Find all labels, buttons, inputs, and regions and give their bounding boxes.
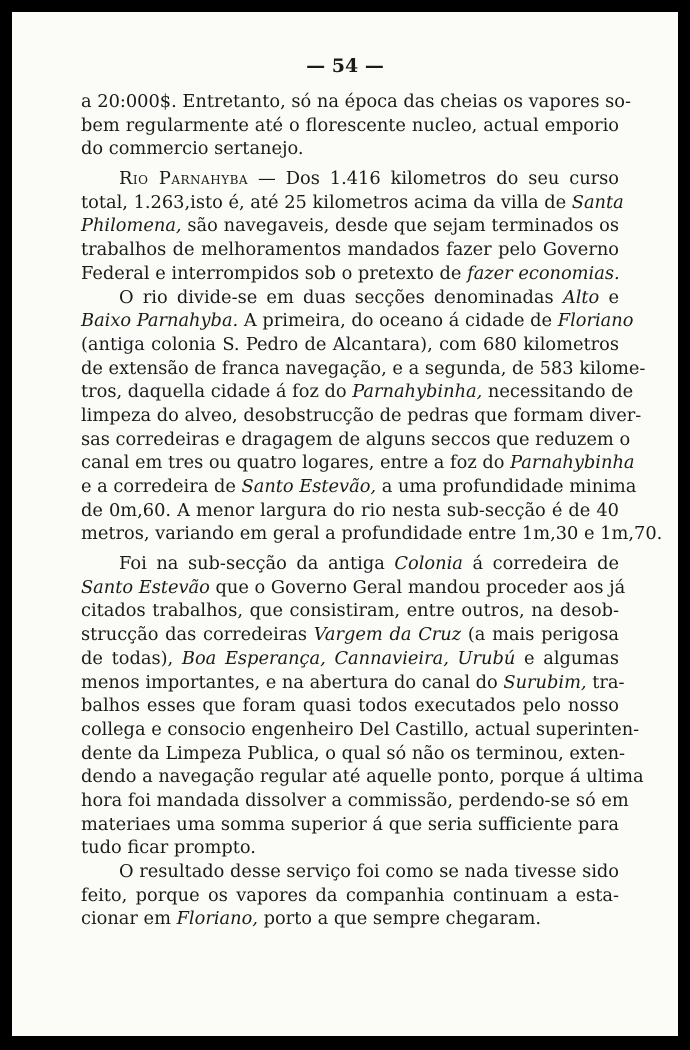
text-line xyxy=(81,214,619,238)
text-line xyxy=(81,694,619,718)
text-line xyxy=(81,499,619,523)
text-run: materiaes uma somma superior á que seria sufficiente para xyxy=(81,813,619,835)
text-line xyxy=(81,475,637,499)
text-run: de 0m,60. A menor largura do rio nesta sub-secção é de 40 xyxy=(81,499,619,521)
text-run: que o Governo Geral mandou proceder aos já xyxy=(209,576,626,598)
text-run: citados trabalhos, que consistiram, entre outros, na desob- xyxy=(81,600,619,622)
text-run: tra- xyxy=(586,671,625,693)
page-number: — 54 — xyxy=(306,55,384,77)
text-line xyxy=(81,428,631,452)
text-line xyxy=(81,907,619,931)
text-run: metros, variando em geral a profundidade entre 1m,30 e 1m,70. xyxy=(81,523,663,545)
text-line xyxy=(81,262,619,286)
text-run: (a mais perigosa xyxy=(461,624,619,646)
paragraph xyxy=(81,860,619,931)
italic-run: Surubim, xyxy=(503,671,587,693)
italic-run: Philomena, xyxy=(81,215,182,237)
text-line xyxy=(81,576,626,600)
text-run: dente da Limpeza Publica, o qual só não os terminou, exten- xyxy=(81,742,626,764)
text-line xyxy=(81,286,619,310)
italic-run: Parnahybinha, xyxy=(352,381,483,403)
text-run: strucção das corredeiras xyxy=(81,624,314,646)
text-run: feito, porque os vapores da companhia continuam a esta- xyxy=(81,884,619,906)
text-run: hora foi mandada dissolver a commissão, perdendo-se só em xyxy=(81,789,629,811)
page-text xyxy=(81,90,663,931)
text-run: do commercio sertanejo. xyxy=(81,138,304,160)
text-line xyxy=(81,137,619,161)
text-run: limpeza do alveo, desobstrucção de pedras que formam diver- xyxy=(81,404,642,426)
text-line xyxy=(81,114,619,138)
text-line xyxy=(81,380,634,404)
text-line xyxy=(81,765,644,789)
text-run: canal em tres ou quatro logares, entre a foz do xyxy=(81,452,511,474)
italic-run: fazer economias. xyxy=(467,262,620,284)
text-line xyxy=(81,599,619,623)
paragraph xyxy=(81,552,644,860)
text-line xyxy=(81,522,663,546)
italic-run: Floriano xyxy=(557,310,634,332)
text-line xyxy=(81,191,624,215)
italic-run: Santa xyxy=(571,191,624,213)
text-run: e xyxy=(599,286,619,308)
text-run: O rio divide-se em duas secções denominadas xyxy=(119,286,563,308)
text-run: porto a que sempre chegaram. xyxy=(257,908,542,930)
italic-run: Vargem da Cruz xyxy=(313,624,462,646)
text-line xyxy=(81,167,619,191)
italic-run: Baixo Parnahyba. xyxy=(81,310,239,332)
text-run: e algumas xyxy=(515,647,619,669)
italic-run: Alto xyxy=(562,286,600,308)
text-run: menos importantes, e na abertura do canal do xyxy=(81,671,504,693)
text-line xyxy=(81,238,619,262)
italic-run: Parnahybinha xyxy=(510,452,635,474)
text-line xyxy=(81,552,619,576)
text-line xyxy=(81,309,634,333)
text-line xyxy=(81,451,635,475)
text-line xyxy=(81,90,632,114)
text-line xyxy=(81,860,619,884)
text-line xyxy=(81,789,629,813)
text-line xyxy=(81,813,619,837)
italic-run: Colonia xyxy=(394,553,463,575)
text-run: tudo ficar prompto. xyxy=(81,837,256,859)
text-run: e a corredeira de xyxy=(81,476,242,497)
italic-run: Santo Estevão xyxy=(81,576,210,598)
text-run: A primeira, do oceano á cidade de xyxy=(238,310,558,332)
text-line xyxy=(81,742,626,766)
text-line xyxy=(81,623,619,647)
text-line xyxy=(81,718,640,742)
paragraph xyxy=(81,286,663,547)
text-run: a uma profundidade minima xyxy=(376,476,637,497)
text-run: a 20:000$. Entretanto, só na época das cheias os vapores so- xyxy=(81,91,632,112)
text-run: necessitando de xyxy=(482,381,634,403)
italic-run: Boa Esperança, Cannavieira, Urubú xyxy=(181,647,516,669)
paragraph xyxy=(81,167,624,285)
text-run: de todas), xyxy=(81,647,182,669)
text-run: trabalhos de melhoramentos mandados fazer pelo Governo xyxy=(81,239,619,261)
text-run: Foi na sub-secção da antiga xyxy=(119,553,395,575)
section-heading: Rio Parnahyba xyxy=(119,168,249,190)
book-page xyxy=(12,12,678,1036)
text-line xyxy=(81,836,619,860)
text-run: sas corredeiras e dragagem de alguns seccos que reduzem o xyxy=(81,428,631,450)
text-run: total, 1.263,isto é, até 25 kilometros acima da villa de xyxy=(81,191,572,213)
italic-run: Santo Estevão, xyxy=(241,476,377,497)
text-run: collega e consocio engenheiro Del Castillo, actual superinten- xyxy=(81,718,640,740)
text-line xyxy=(81,884,619,908)
text-run: (antiga colonia S. Pedro de Alcantara), com 680 kilometros xyxy=(81,333,619,355)
text-run: dendo a navegação regular até aquelle ponto, porque á ultima xyxy=(81,766,644,788)
text-line xyxy=(81,671,625,695)
text-run: bem regularmente até o florescente nucleo, actual emporio xyxy=(81,114,619,136)
text-run: cionar em xyxy=(81,908,177,930)
text-line xyxy=(81,333,619,357)
text-line xyxy=(81,647,619,671)
italic-run: Floriano, xyxy=(176,908,258,930)
text-line xyxy=(81,404,642,428)
text-line xyxy=(81,357,646,381)
text-run: são navegaveis, desde que sejam terminados os xyxy=(181,215,619,237)
text-run: tros, daquella cidade á foz do xyxy=(81,381,353,403)
text-run: á corredeira de xyxy=(462,553,620,575)
text-run: de extensão de franca navegação, e a segunda, de 583 kilome- xyxy=(81,357,646,379)
paragraph xyxy=(81,90,632,161)
text-run: Federal e interrompidos sob o pretexto de xyxy=(81,262,468,284)
text-run: O resultado desse serviço foi como se nada tivesse sido xyxy=(119,861,619,882)
text-run: balhos esses que foram quasi todos executados pelo nosso xyxy=(81,695,619,717)
text-run: — Dos 1.416 kilometros do seu curso xyxy=(248,168,620,190)
